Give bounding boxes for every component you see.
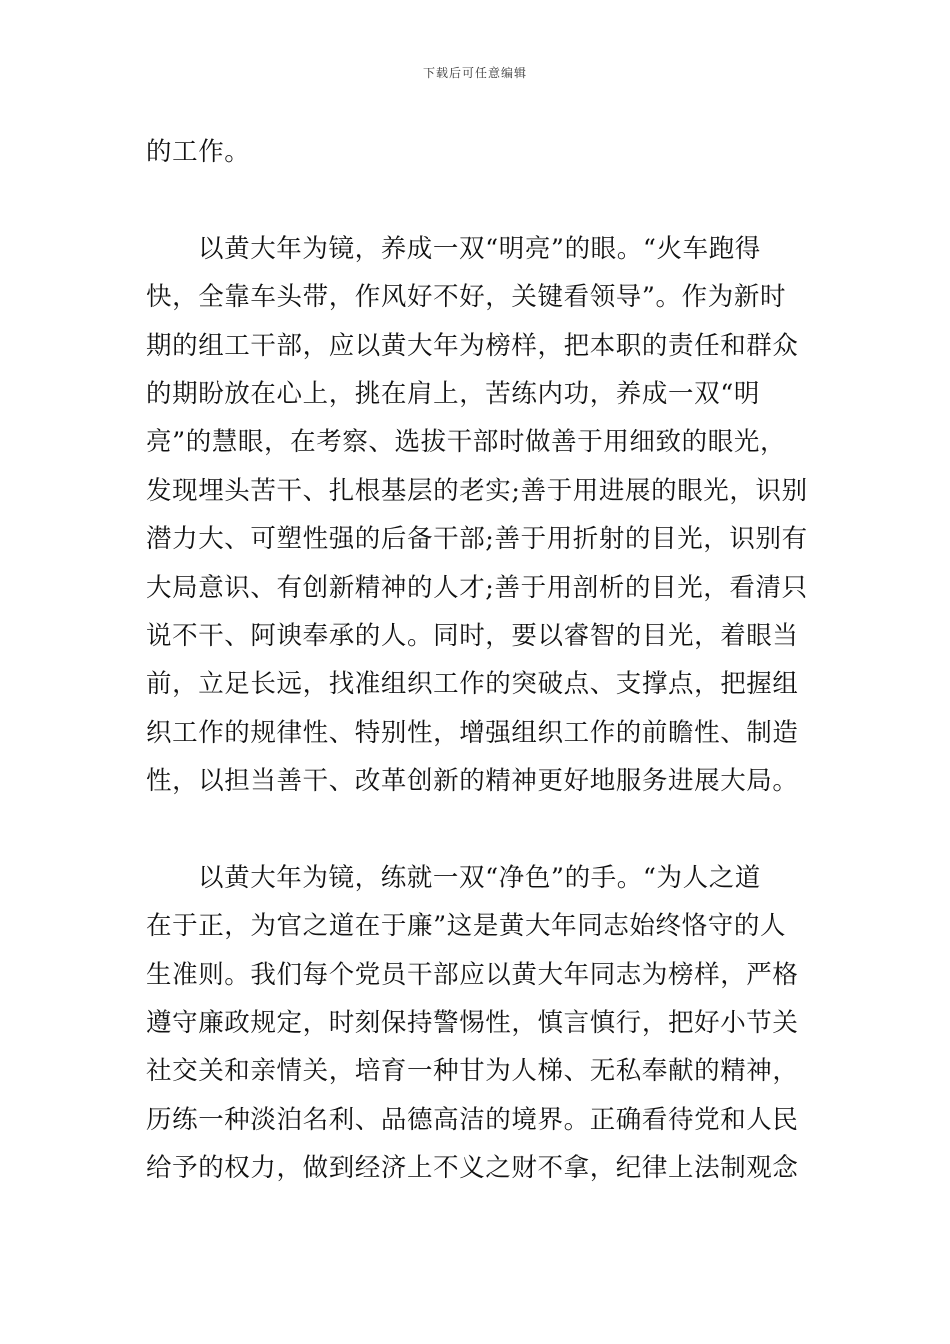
paragraph-line: 发现埋头苦干、扎根基层的老实;善于用进展的眼光，识别 <box>146 475 808 506</box>
paragraph-line: 给予的权力，做到经济上不义之财不拿，纪律上法制观念 <box>146 1153 799 1184</box>
paragraph-line: 以黄大年为镜，练就一双“净色”的手。“为人之道 <box>198 862 761 893</box>
paragraph-clean-hands <box>146 854 808 1193</box>
paragraph-continuation <box>146 128 808 176</box>
paragraph-line: 大局意识、有创新精神的人才;善于用剖析的目光，看清只 <box>146 572 808 603</box>
paragraph-line: 织工作的规律性、特别性，增强组织工作的前瞻性、制造 <box>146 717 799 748</box>
paragraph-line: 生准则。我们每个党员干部应以黄大年同志为榜样，严格 <box>146 959 799 990</box>
paragraph-line: 社交关和亲情关，培育一种甘为人梯、无私奉献的精神， <box>146 1056 799 1087</box>
paragraph-line: 性，以担当善干、改革创新的精神更好地服务进展大局。 <box>146 766 799 797</box>
paragraph-line: 的期盼放在心上，挑在肩上，苦练内功，养成一双“明 <box>146 378 760 409</box>
paragraph-line: 期的组工干部，应以黄大年为榜样，把本职的责任和群众 <box>146 330 799 361</box>
paragraph-line: 快，全靠车头带，作风好不好，关键看领导”。作为新时 <box>146 282 787 313</box>
page-header: 下载后可任意编辑 <box>422 66 527 80</box>
paragraph-line: 说不干、阿谀奉承的人。同时，要以睿智的目光，着眼当 <box>146 620 799 651</box>
paragraph-line: 以黄大年为镜，养成一双“明亮”的眼。“火车跑得 <box>198 233 761 264</box>
paragraph-line: 历练一种淡泊名利、品德高洁的境界。正确看待党和人民 <box>146 1104 799 1135</box>
paragraph-line: 在于正，为官之道在于廉”这是黄大年同志始终恪守的人 <box>146 911 787 942</box>
paragraph-spacer <box>146 176 808 224</box>
paragraph-line: 的工作。 <box>146 137 251 167</box>
paragraph-spacer <box>146 805 808 853</box>
paragraph-line: 潜力大、可塑性强的后备干部;善于用折射的目光，识别有 <box>146 524 808 555</box>
document-body <box>146 128 808 1193</box>
paragraph-line: 前，立足长远，找准组织工作的突破点、支撑点，把握组 <box>146 669 799 700</box>
paragraph-line: 遵守廉政规定，时刻保持警惕性，慎言慎行，把好小节关 <box>146 1008 799 1039</box>
paragraph-line: 亮”的慧眼，在考察、选拔干部时做善于用细致的眼光， <box>146 427 787 458</box>
paragraph-bright-eyes <box>146 225 808 806</box>
